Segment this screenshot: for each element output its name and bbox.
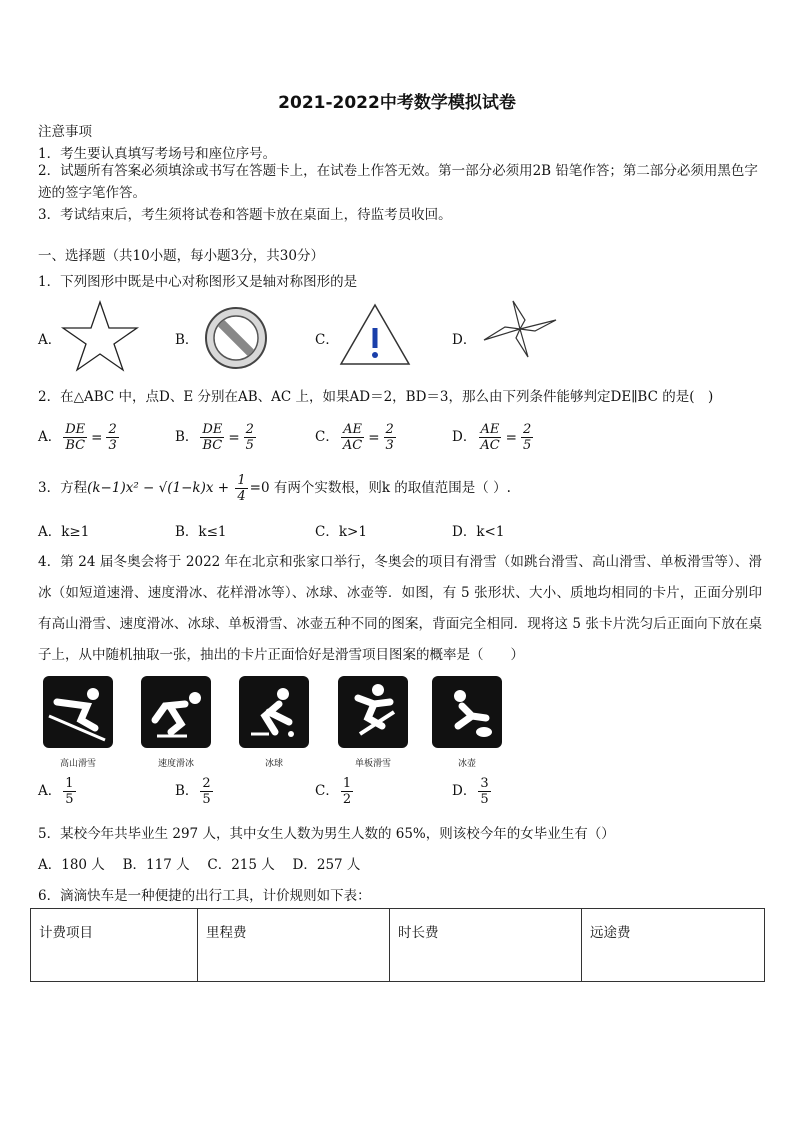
notice-heading: 注意事项: [38, 124, 92, 140]
q3-option-c: C．k>1: [315, 524, 367, 540]
fraction-numerator: 1: [237, 473, 246, 488]
equals-sign: =: [228, 429, 240, 446]
fraction-denominator: 3: [108, 438, 117, 453]
prohibition-sign-icon: [202, 304, 270, 372]
fraction-denominator: 3: [385, 438, 394, 453]
question-1-stem: 1．下列图形中既是中心对称图形又是轴对称图形的是: [38, 274, 358, 290]
equals-sign: =: [368, 429, 380, 446]
q1-option-a: A．: [38, 332, 62, 348]
card-speed-skating: [141, 676, 211, 748]
fraction-numerator: AE: [480, 422, 500, 437]
card-label: 高山滑雪: [59, 759, 96, 769]
curling-icon: [432, 676, 502, 748]
notice-item: 1．考生要认真填写考场号和座位序号。: [38, 146, 277, 162]
q4-option-b: [175, 776, 215, 807]
fraction-numerator: 3: [480, 776, 489, 791]
q4-option-c: [315, 776, 355, 807]
page-title: 2021-2022中考数学模拟试卷: [278, 93, 516, 113]
q2-option-c: [315, 422, 398, 453]
option-label: A．: [38, 783, 62, 799]
card-label: 单板滑雪: [354, 759, 391, 769]
q2-option-b: [175, 422, 258, 453]
option-label: C．: [315, 783, 339, 799]
card-label: 速度滑冰: [157, 759, 194, 769]
q1-option-d: D．: [452, 332, 477, 348]
table-row: [31, 909, 765, 982]
alpine-skiing-icon: [43, 676, 113, 748]
question-6-stem: 6．滴滴快车是一种便捷的出行工具，计价规则如下表：: [38, 888, 371, 904]
question-3-stem: [38, 473, 511, 504]
table-header-cell: 时长费: [390, 909, 582, 982]
question-2-stem: 2．在△ABC 中，点D、E 分别在AB、AC 上，如果AD＝2，BD＝3，那么由下列条件能够判定DE∥BC 的是( ): [38, 389, 714, 405]
table-header-cell: 里程费: [198, 909, 390, 982]
option-label: B．: [175, 429, 199, 445]
fraction-numerator: 2: [202, 776, 211, 791]
fraction-denominator: 4: [237, 489, 246, 504]
q1-option-b: B．: [175, 332, 199, 348]
q1-option-c: C．: [315, 332, 339, 348]
speed-skating-icon: [141, 676, 211, 748]
card-ice-hockey: [239, 676, 309, 748]
option-label: D．: [452, 429, 477, 445]
fraction-numerator: AE: [343, 422, 362, 437]
fraction-numerator: 2: [522, 422, 532, 437]
equals-sign: =: [505, 429, 517, 446]
fraction-numerator: 2: [245, 422, 254, 437]
question-4-stem: 4．第 24 届冬奥会将于 2022 年在北京和张家口举行，冬奥会的项目有滑雪（如跳台滑雪、高山滑雪、单板滑雪等）、滑冰（如短道速滑、速度滑冰、花样滑冰等）、冰球、冰壶等．如图，有 5 张形状、大小、质地均相同的卡片，正面分别印有高山滑雪、速度滑冰、冰球、单板滑雪、冰壶五种不同的图案，背面完全相同．现将这 5 张卡片洗匀后正面向下放在桌子上，从中随机抽取一张，抽出的卡片正面恰好是滑雪项目图案的概率是（ ）: [38, 554, 762, 663]
star-icon: [60, 300, 140, 372]
q3-option-a: A．k≥1: [38, 524, 90, 540]
fraction-denominator: 5: [522, 438, 532, 453]
fraction-denominator: 5: [202, 792, 211, 807]
notice-item: 2．试题所有答案必须填涂或书写在答题卡上，在试卷上作答无效。第一部分必须用2B 铅笔作答；第二部分必须用黑色字迹的签字笔作答。: [38, 163, 758, 201]
fraction-numerator: DE: [65, 422, 86, 437]
fraction-numerator: 1: [342, 776, 352, 791]
option-label: B．: [175, 783, 199, 799]
option-label: D．: [452, 783, 477, 799]
card-snowboarding: [338, 676, 408, 748]
q2-option-a: [38, 422, 121, 453]
q3-expression: (k−1)x² − √(1−k)x +: [87, 480, 234, 496]
q3-prefix: 3．方程: [38, 480, 88, 496]
q3-option-b: B．k≤1: [175, 524, 227, 540]
q5-options: A．180 人 B．117 人 C．215 人 D．257 人: [38, 857, 361, 873]
fraction-denominator: BC: [65, 438, 86, 453]
section-heading: 一、选择题（共10小题，每小题3分，共30分）: [38, 248, 324, 264]
fraction-denominator: 2: [342, 792, 352, 807]
q4-option-a: [38, 776, 78, 807]
q3-option-d: D．k<1: [452, 524, 505, 540]
warning-triangle-icon: [338, 302, 412, 368]
ice-hockey-icon: [239, 676, 309, 748]
fraction-denominator: 5: [65, 792, 74, 807]
fraction-denominator: 5: [245, 438, 254, 453]
option-label: C．: [315, 429, 339, 445]
q4-option-d: [452, 776, 493, 807]
fraction-denominator: BC: [202, 438, 223, 453]
table-header-cell: 远途费: [582, 909, 765, 982]
table-header-cell: 计费项目: [31, 909, 198, 982]
snowboarding-icon: [338, 676, 408, 748]
fee-table: [30, 908, 765, 982]
fraction-numerator: 1: [65, 776, 74, 791]
card-label: 冰球: [264, 759, 283, 769]
equals-sign: =: [91, 429, 103, 446]
pinwheel-icon: [480, 298, 560, 360]
fraction-numerator: DE: [202, 422, 223, 437]
option-label: A．: [38, 429, 62, 445]
fraction-denominator: 5: [480, 792, 489, 807]
card-alpine-skiing: [43, 676, 113, 748]
card-label: 冰壶: [457, 759, 476, 769]
fraction-denominator: AC: [480, 438, 500, 453]
fraction-numerator: 2: [108, 422, 117, 437]
notice-item: 3．考试结束后，考生须将试卷和答题卡放在桌面上，待监考员收回。: [38, 207, 452, 223]
q3-suffix: =0 有两个实数根，则k 的取值范围是（ ）.: [249, 480, 511, 496]
card-curling: [432, 676, 502, 748]
fraction-denominator: AC: [342, 438, 363, 453]
q2-option-d: [452, 422, 535, 453]
fraction-numerator: 2: [385, 422, 394, 437]
question-5-stem: 5．某校今年共毕业生 297 人，其中女生人数为男生人数的 65%，则该校今年的女毕业生有（）: [38, 826, 615, 842]
